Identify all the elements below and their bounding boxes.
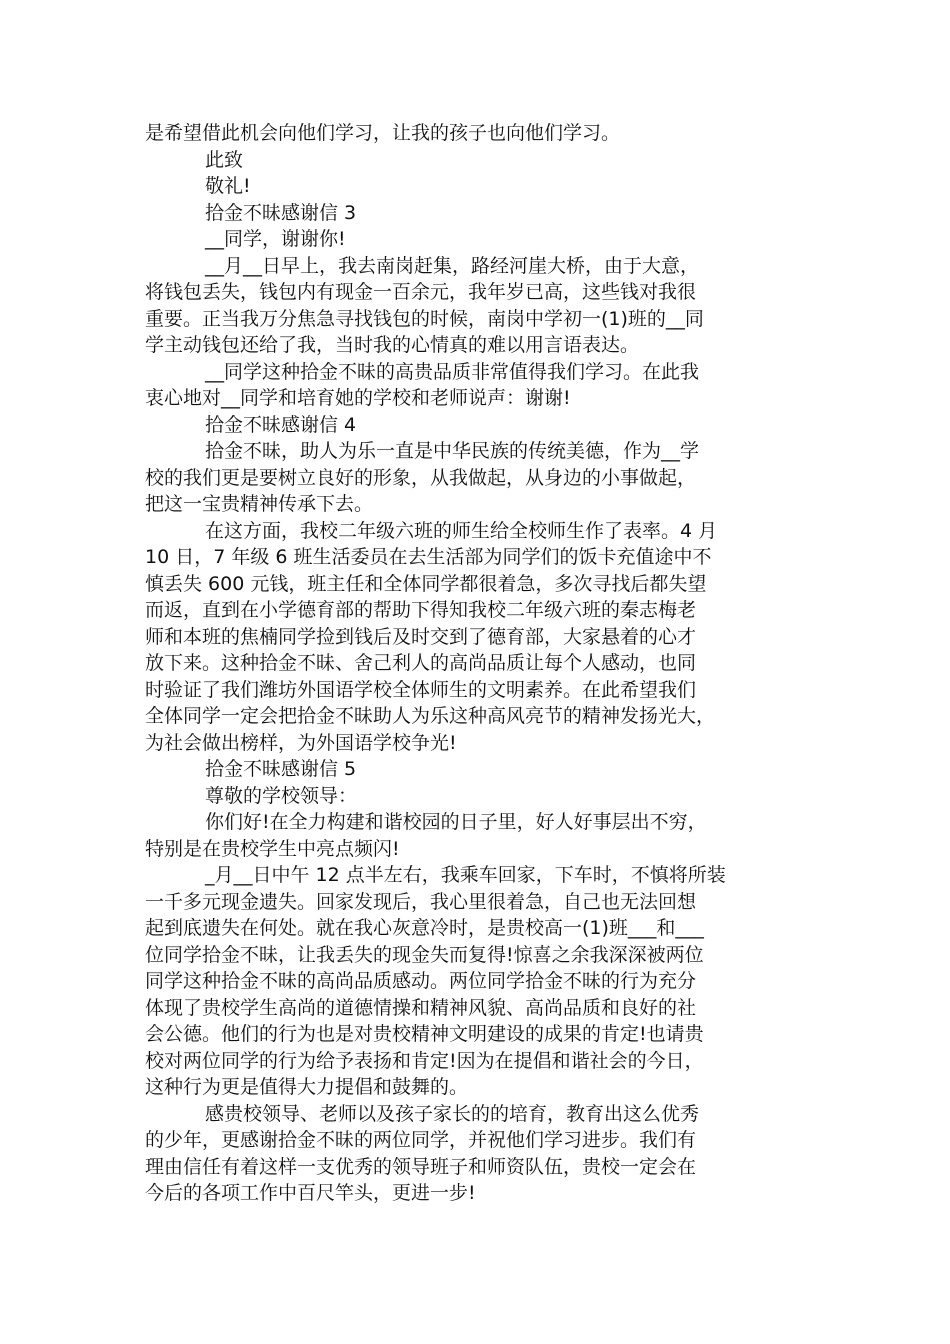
text-line: 今后的各项工作中百尺竿头，更进一步! — [145, 1182, 476, 1204]
text-line: 起到底遗失在何处。就在我心灰意冷时，是贵校高一(1)班___和___ — [145, 917, 704, 939]
text-line: 拾金不昧感谢信 5 — [205, 758, 357, 780]
text-line: 校对两位同学的行为给予表扬和肯定!因为在提倡和谐社会的今日， — [145, 1049, 704, 1072]
text-line: __同学这种拾金不昧的高贵品质非常值得我们学习。在此我 — [205, 360, 700, 383]
text-line: _月__日中午 12 点半左右，我乘车回家，下车时，不慎将所装 — [205, 864, 726, 886]
text-line: __月__日早上，我去南岗赶集，路经河崖大桥，由于大意， — [205, 254, 700, 277]
text-line: 同学这种拾金不昧的高尚品质感动。两位同学拾金不昧的行为充分 — [145, 970, 697, 992]
text-line: 师和本班的焦楠同学捡到钱后及时交到了德育部，大家悬着的心才 — [145, 625, 697, 648]
text-line: 拾金不昧感谢信 4 — [205, 413, 357, 436]
text-line: 位同学拾金不昧，让我丢失的现金失而复得!惊喜之余我深深被两位 — [145, 943, 704, 966]
text-line: 是希望借此机会向他们学习，让我的孩子也向他们学习。 — [145, 122, 621, 144]
text-line: 你们好!在全力构建和谐校园的日子里，好人好事层出不穷， — [205, 811, 707, 833]
text-line: 全体同学一定会把拾金不昧助人为乐这种高风亮节的精神发扬光大， — [145, 705, 716, 727]
text-line: 尊敬的学校领导： — [205, 784, 358, 807]
text-line: 学主动钱包还给了我，当时我的心情真的难以用言语表达。 — [145, 334, 640, 356]
text-line: 此致 — [205, 148, 244, 171]
text-line: 感贵校领导、老师以及孩子家长的的培育，教育出这么优秀 — [205, 1102, 700, 1125]
text-line: 而返，直到在小学德育部的帮助下得知我校二年级六班的秦志梅老 — [145, 599, 697, 621]
text-line: 校的我们更是要树立良好的形象，从我做起，从身边的小事做起， — [145, 466, 697, 489]
text-line: 特别是在贵校学生中亮点频闪! — [145, 837, 400, 860]
text-line: 衷心地对__同学和培育她的学校和老师说声：谢谢! — [145, 387, 571, 409]
text-line: 慎丢失 600 元钱，班主任和全体同学都很着急，多次寻找后都失望 — [145, 572, 707, 595]
text-line: 体现了贵校学生高尚的道德情操和精神风貌、高尚品质和良好的社 — [145, 996, 697, 1019]
text-line: 拾金不昧，助人为乐一直是中华民族的传统美德，作为__学 — [205, 440, 700, 462]
document-body — [145, 120, 815, 1207]
text-line: 重要。正当我万分焦急寻找钱包的时候，南岗中学初一(1)班的__同 — [145, 307, 704, 330]
text-line: 将钱包丢失，钱包内有现金一百余元，我年岁已高，这些钱对我很 — [145, 281, 697, 303]
text-line: __同学，谢谢你! — [205, 228, 346, 250]
text-line: 在这方面，我校二年级六班的师生给全校师生作了表率。4 月 — [205, 519, 718, 542]
text-line: 拾金不昧感谢信 3 — [205, 201, 357, 224]
text-line: 的少年，更感谢拾金不昧的两位同学，并祝他们学习进步。我们有 — [145, 1129, 697, 1151]
text-line: 为社会做出榜样，为外国语学校争光! — [145, 731, 457, 754]
text-line: 这种行为更是值得大力提倡和鼓舞的。 — [145, 1076, 469, 1098]
text-line: 敬礼! — [205, 175, 251, 197]
text-line: 一千多元现金遗失。回家发现后，我心里很着急，自己也无法回想 — [145, 890, 697, 913]
text-line: 时验证了我们潍坊外国语学校全体师生的文明素养。在此希望我们 — [145, 678, 697, 701]
text-line: 会公德。他们的行为也是对贵校精神文明建设的成果的肯定!也请贵 — [145, 1023, 704, 1045]
text-line: 放下来。这种拾金不昧、舍己利人的高尚品质让每个人感动，也同 — [145, 652, 697, 674]
text-line: 理由信任有着这样一支优秀的领导班子和师资队伍，贵校一定会在 — [145, 1155, 697, 1178]
text-line: 把这一宝贵精神传承下去。 — [145, 493, 374, 515]
text-line: 10 日，7 年级 6 班生活委员在去生活部为同学们的饭卡充值途中不 — [145, 546, 712, 568]
